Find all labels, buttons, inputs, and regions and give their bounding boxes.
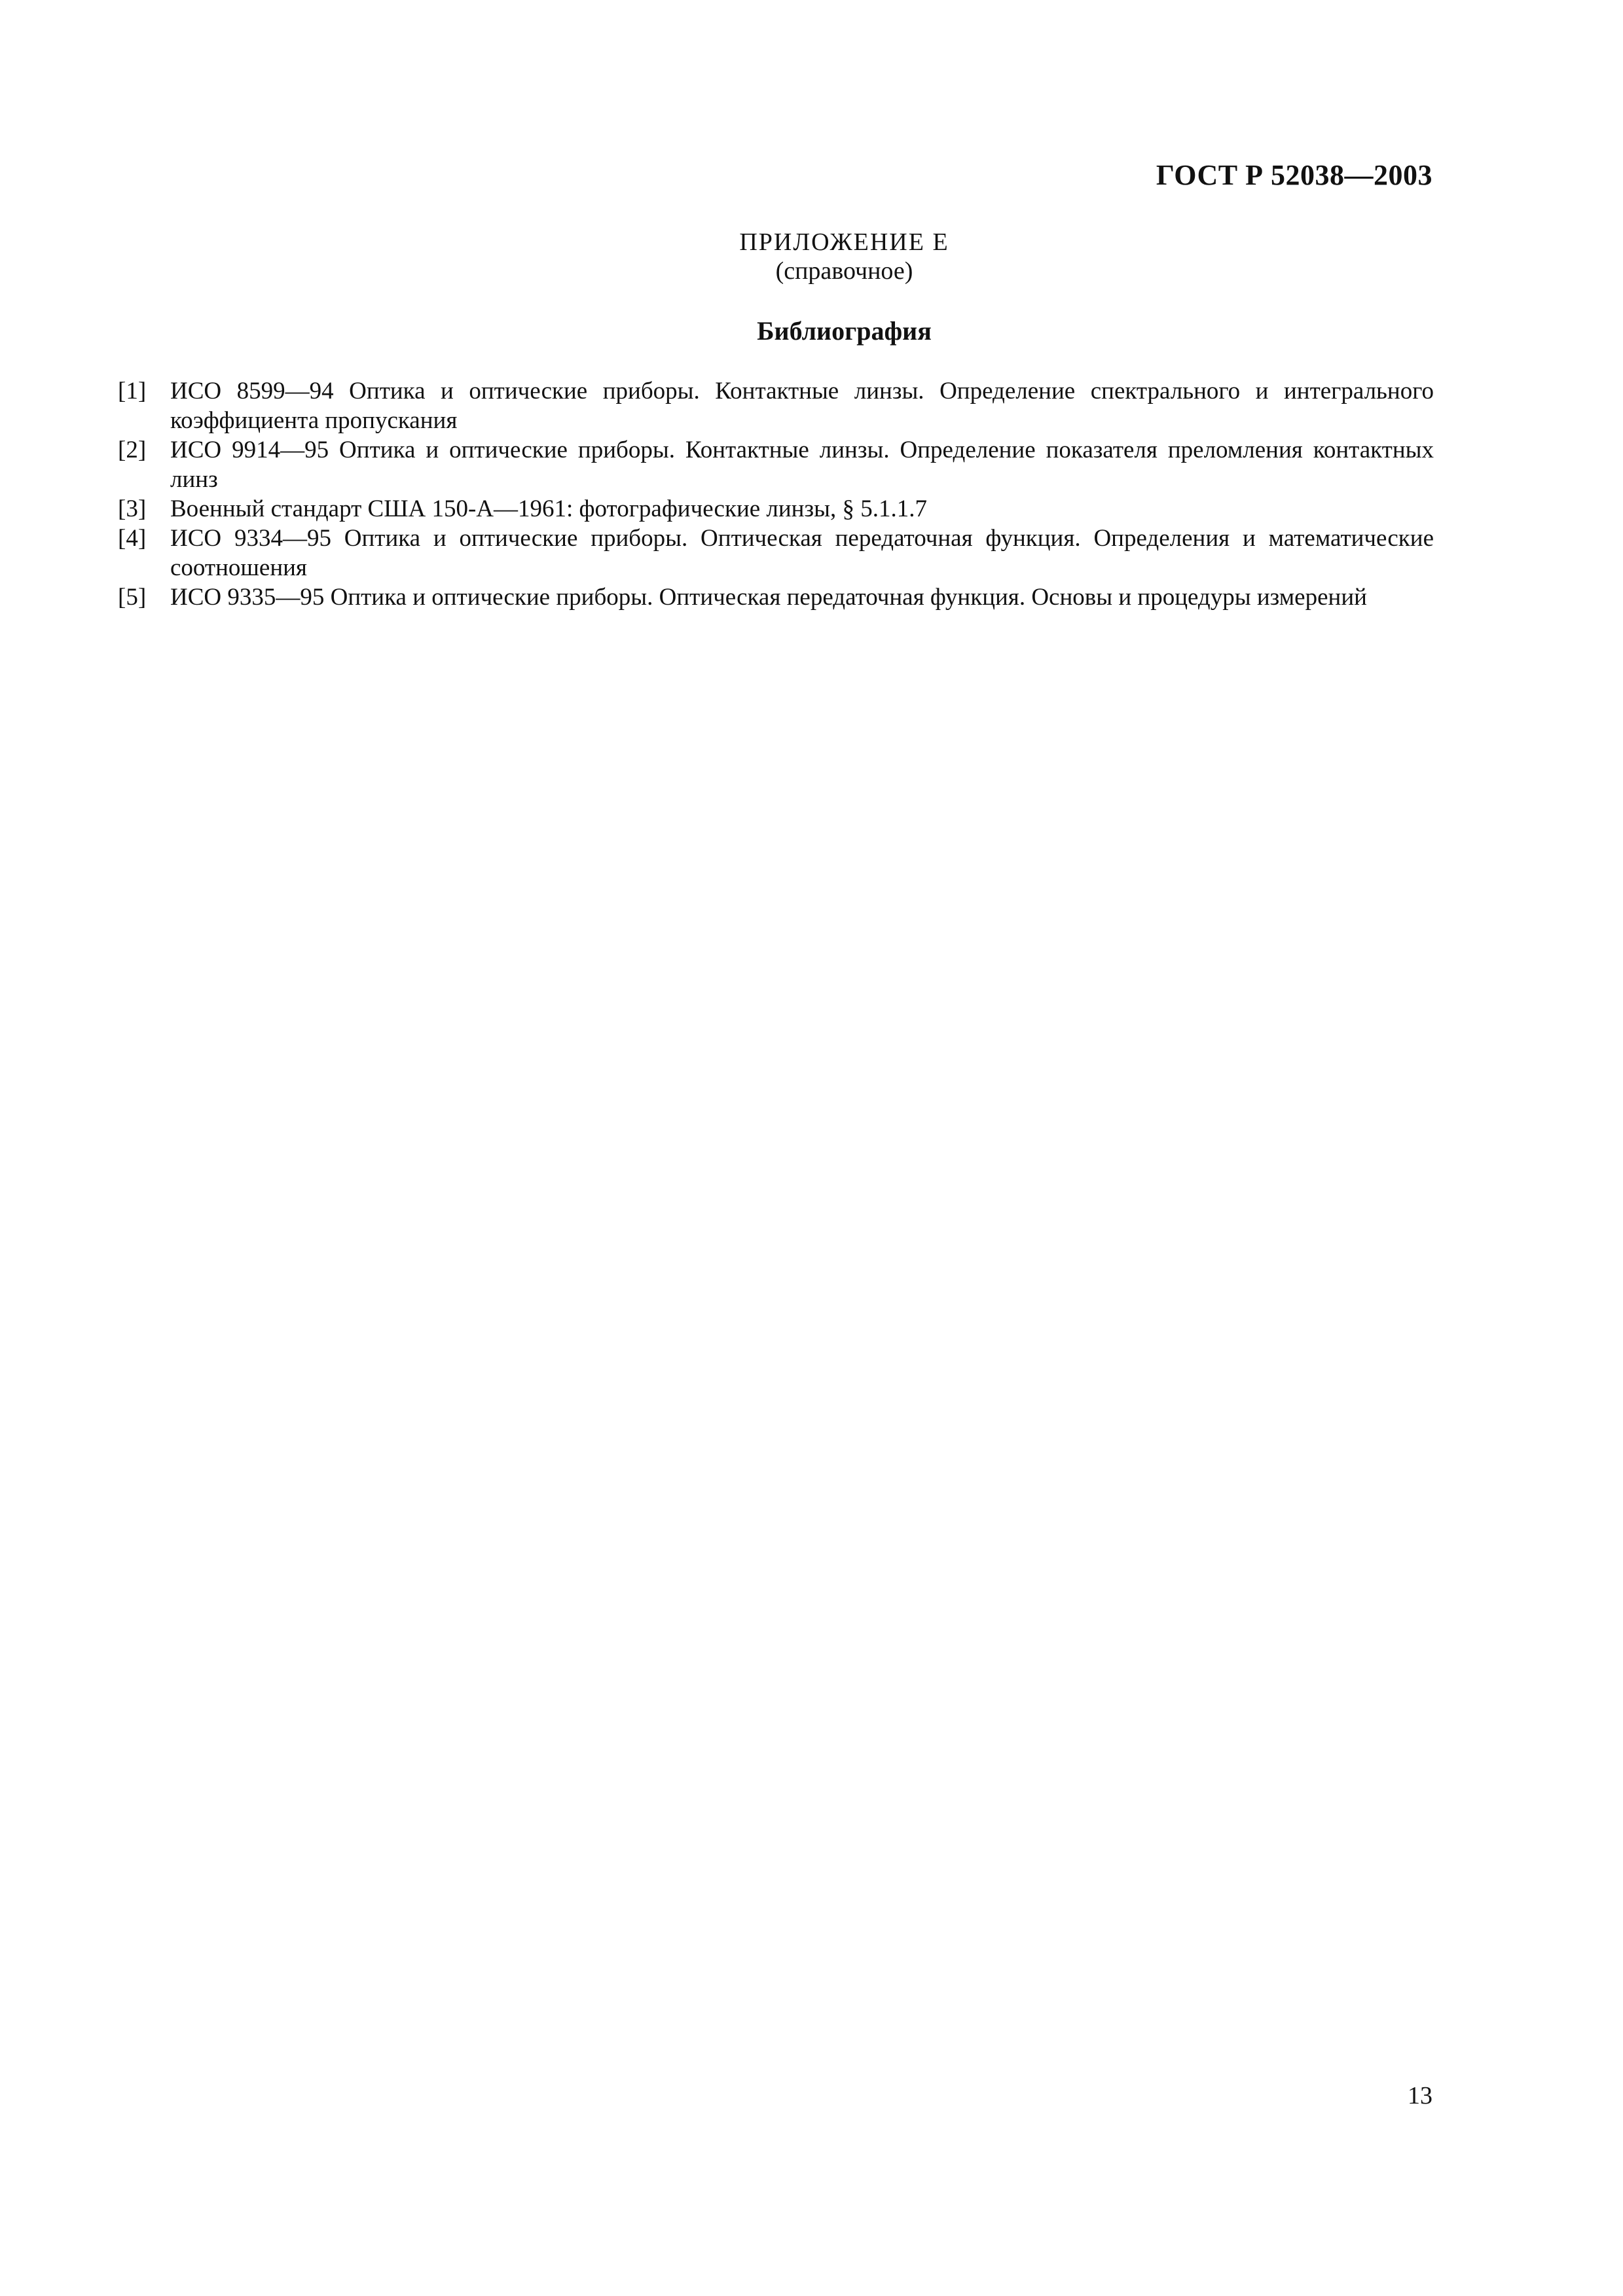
bibliography-item-text: ИСО 9334—95 Оптика и оптические приборы. Оптическая передаточная функция. Определения и математические соотношения — [170, 525, 1434, 581]
appendix-title: ПРИЛОЖЕНИЕ Е — [739, 228, 949, 256]
bibliography-item — [118, 524, 1434, 583]
appendix-heading — [33, 228, 1623, 285]
bibliography-item-number: [5] — [118, 584, 147, 611]
bibliography-item-number: [3] — [118, 495, 147, 522]
bibliography-item-text: ИСО 9914—95 Оптика и оптические приборы. Контактные линзы. Определение показателя преломления контактных линз — [170, 437, 1434, 493]
appendix-note: (справочное) — [775, 257, 913, 285]
page-number: 13 — [1408, 2082, 1432, 2109]
bibliography-title: Библиография — [757, 316, 932, 346]
bibliography-item-number: [2] — [118, 437, 147, 463]
bibliography-list — [118, 376, 1434, 612]
bibliography-item-number: [1] — [118, 378, 147, 404]
bibliography-item — [118, 376, 1434, 435]
bibliography-item — [118, 494, 1434, 524]
bibliography-item-text: ИСО 9335—95 Оптика и оптические приборы. Оптическая передаточная функция. Основы и процедуры измерений — [170, 584, 1367, 611]
bibliography-item-text: Военный стандарт США 150-А—1961: фотографические линзы, § 5.1.1.7 — [170, 495, 927, 522]
bibliography-item — [118, 583, 1434, 612]
bibliography-item-number: [4] — [118, 525, 147, 552]
bibliography-item-text: ИСО 8599—94 Оптика и оптические приборы. Контактные линзы. Определение спектрального и интегрального коэффициента пропускания — [170, 378, 1434, 434]
document-code: ГОСТ Р 52038—2003 — [1156, 159, 1432, 191]
bibliography-item — [118, 435, 1434, 494]
